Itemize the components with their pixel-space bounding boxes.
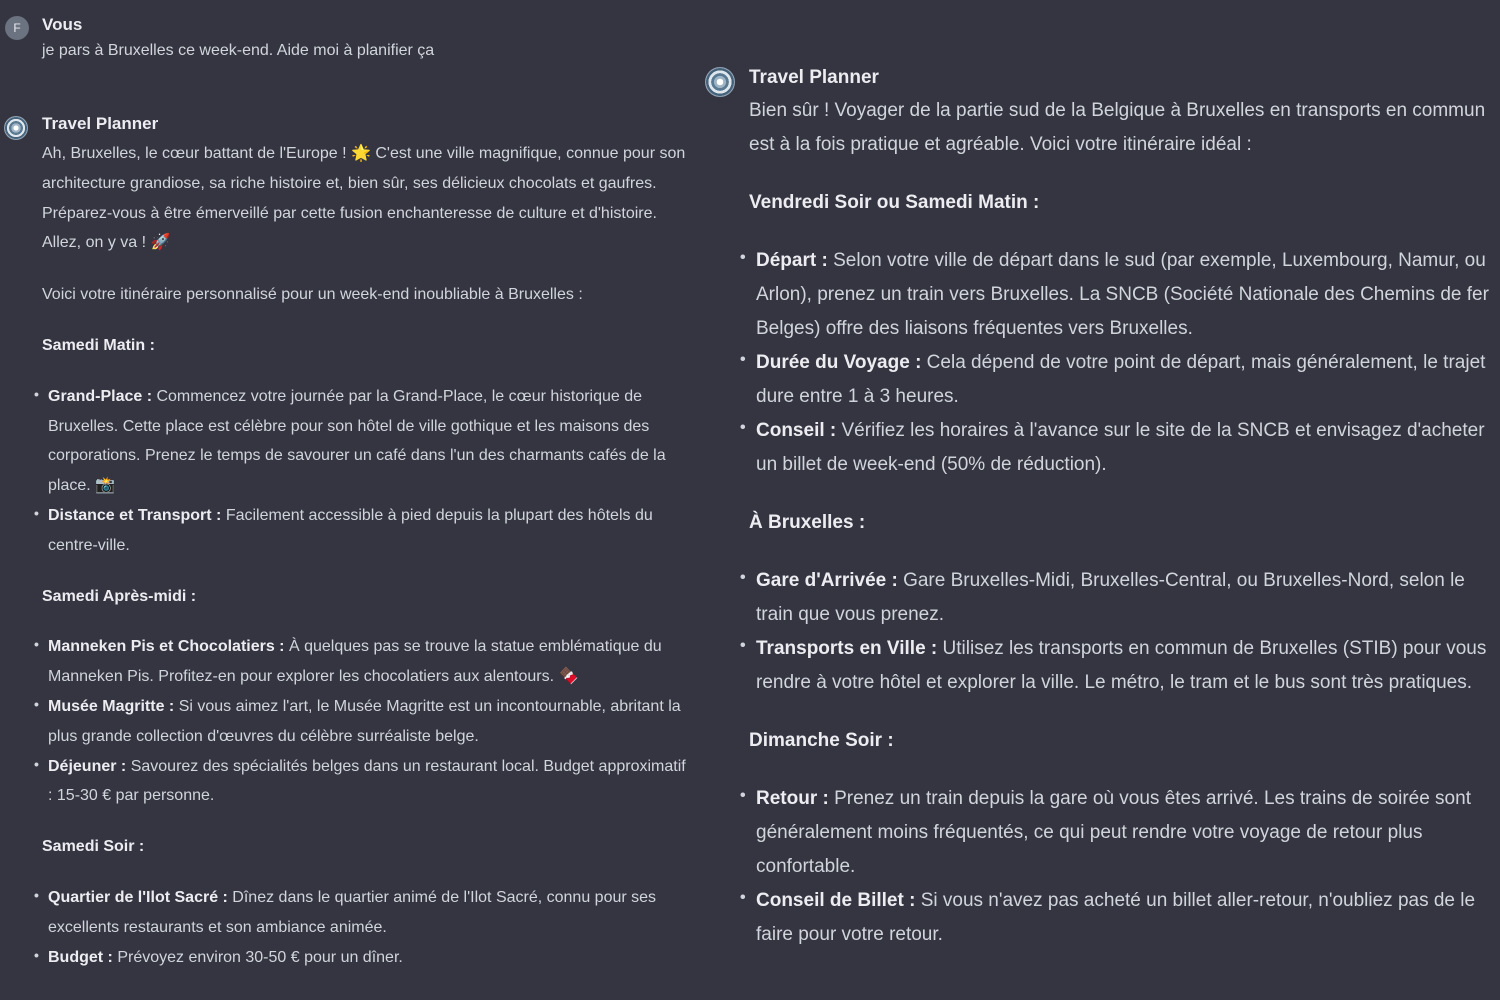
list-item [34, 501, 694, 561]
bullet-icon: • [740, 351, 746, 368]
item-text: Dînez dans le quartier animé de l'Ilot Sacré, connu pour ses excellents restaurants et son ambiance animée. [48, 888, 657, 936]
section-heading: Vendredi Soir ou Samedi Matin : [749, 192, 1040, 213]
section-heading: Samedi Soir : [42, 838, 145, 856]
section-heading: Samedi Matin : [42, 336, 155, 354]
item-text: Prévoyez environ 30-50 € pour un dîner. [112, 948, 403, 966]
list-item [740, 244, 1494, 346]
left-conversation-panel [0, 0, 700, 1000]
bot-message [34, 139, 694, 972]
item-text: Utilisez les transports en commun de Bruxelles (STIB) pour vous rendre à votre hôtel et explorer la ville. Le métro, le tram et le bus sont très pratiques. [756, 638, 1487, 693]
item-text: Si vous aimez l'art, le Musée Magritte est un incontournable, abritant la plus grande collection d'œuvres du célèbre surréaliste belge. [48, 697, 681, 745]
section-list [34, 382, 694, 561]
bot-name: Travel Planner [749, 67, 879, 88]
section-list [34, 632, 694, 811]
item-label: Départ : [756, 250, 828, 271]
item-label: Transports en Ville : [756, 638, 938, 659]
list-item [34, 883, 694, 943]
item-text: Vérifiez les horaires à l'avance sur le site de la SNCB et envisagez d'acheter un billet de week-end (50% de réduction). [756, 420, 1485, 475]
list-item [740, 564, 1494, 632]
list-item [34, 382, 694, 501]
bot-name: Travel Planner [42, 114, 159, 133]
item-text: Commencez votre journée par la Grand-Place, le cœur historique de Bruxelles. Cette place est célèbre pour son hôtel de ville gothique et les maisons des corporations. Prenez le temps de savourer un café dans l'un des charmants cafés de la place. 📸 [48, 387, 666, 495]
list-item [34, 752, 694, 812]
bullet-icon: • [34, 504, 39, 521]
user-avatar [5, 16, 29, 40]
bullet-icon: • [740, 249, 746, 266]
bullet-icon: • [34, 385, 39, 402]
item-text: Savourez des spécialités belges dans un restaurant local. Budget approximatif : 15-30 € par personne. [48, 757, 686, 805]
user-avatar-initial: F [13, 21, 21, 35]
list-item [34, 943, 694, 973]
travel-planner-avatar-icon [4, 116, 28, 140]
itinerary-sections [740, 186, 1494, 952]
bullet-icon: • [34, 755, 39, 772]
user-message: je pars à Bruxelles ce week-end. Aide moi à planifier ça [42, 42, 435, 59]
section-list [740, 564, 1494, 700]
bullet-icon: • [740, 637, 746, 654]
section-heading: Dimanche Soir : [749, 730, 894, 751]
bullet-icon: • [740, 889, 746, 906]
bullet-icon: • [740, 787, 746, 804]
item-label: Quartier de l'Ilot Sacré : [48, 888, 228, 906]
item-label: Retour : [756, 788, 829, 809]
itinerary-sections [34, 331, 694, 972]
item-text: Facilement accessible à pied depuis la plupart des hôtels du centre-ville. [48, 506, 653, 554]
item-label: Grand-Place : [48, 387, 153, 405]
list-item [740, 632, 1494, 700]
item-label: Déjeuner : [48, 757, 127, 775]
user-name: Vous [42, 15, 83, 34]
section-heading: À Bruxelles : [749, 512, 866, 533]
bullet-icon: • [34, 886, 39, 903]
section-list [34, 883, 694, 972]
item-label: Manneken Pis et Chocolatiers : [48, 638, 285, 656]
bot-intro: Ah, Bruxelles, le cœur battant de l'Europe ! 🌟 C'est une ville magnifique, connue pour son architecture grandiose, sa riche histoire et, bien sûr, ses délicieux chocolats et gaufres. Préparez-vous à être émerveillé par cette fusion enchanteresse de culture et d'histoire. Allez, on y va ! 🚀 [42, 145, 686, 252]
item-label: Conseil : [756, 420, 837, 441]
list-item [740, 884, 1494, 952]
list-item [740, 414, 1494, 482]
travel-planner-avatar-icon [705, 67, 735, 97]
bot-message [740, 94, 1494, 952]
item-label: Distance et Transport : [48, 506, 222, 524]
item-label: Durée du Voyage : [756, 352, 922, 373]
list-item [34, 632, 694, 692]
item-text: Cela dépend de votre point de départ, mais généralement, le trajet dure entre 1 à 3 heures. [756, 352, 1486, 407]
section-list [740, 782, 1494, 952]
bullet-icon: • [740, 569, 746, 586]
right-conversation-panel [700, 0, 1500, 1000]
item-label: Gare d'Arrivée : [756, 570, 898, 591]
list-item [740, 782, 1494, 884]
bullet-icon: • [34, 695, 39, 712]
bullet-icon: • [740, 419, 746, 436]
item-text: Si vous n'avez pas acheté un billet aller-retour, n'oubliez pas de le faire pour votre retour. [756, 890, 1476, 945]
item-text: Selon votre ville de départ dans le sud (par exemple, Luxembourg, Namur, ou Arlon), prenez un train vers Bruxelles. La SNCB (Société Nationale des Chemins de fer Belges) offre des liaisons fréquentes vers Bruxelles. [756, 250, 1489, 339]
item-text: À quelques pas se trouve la statue emblématique du Manneken Pis. Profitez-en pour explorer les chocolatiers aux alentours. 🍫 [48, 638, 662, 686]
itinerary-intro: Voici votre itinéraire personnalisé pour un week-end inoubliable à Bruxelles : [42, 286, 583, 304]
list-item [34, 692, 694, 752]
section-list [740, 244, 1494, 482]
item-text: Gare Bruxelles-Midi, Bruxelles-Central, ou Bruxelles-Nord, selon le train que vous prenez. [756, 570, 1465, 625]
bullet-icon: • [34, 636, 39, 653]
item-text: Prenez un train depuis la gare où vous êtes arrivé. Les trains de soirée sont généralement moins fréquentés, ce qui peut rendre votre voyage de retour plus confortable. [756, 788, 1471, 877]
bot-intro: Bien sûr ! Voyager de la partie sud de la Belgique à Bruxelles en transports en commun est à la fois pratique et agréable. Voici votre itinéraire idéal : [749, 100, 1486, 155]
bullet-icon: • [34, 946, 39, 963]
item-label: Conseil de Billet : [756, 890, 916, 911]
item-label: Budget : [48, 948, 113, 966]
section-heading: Samedi Après-midi : [42, 587, 197, 605]
list-item [740, 346, 1494, 414]
item-label: Musée Magritte : [48, 697, 175, 715]
